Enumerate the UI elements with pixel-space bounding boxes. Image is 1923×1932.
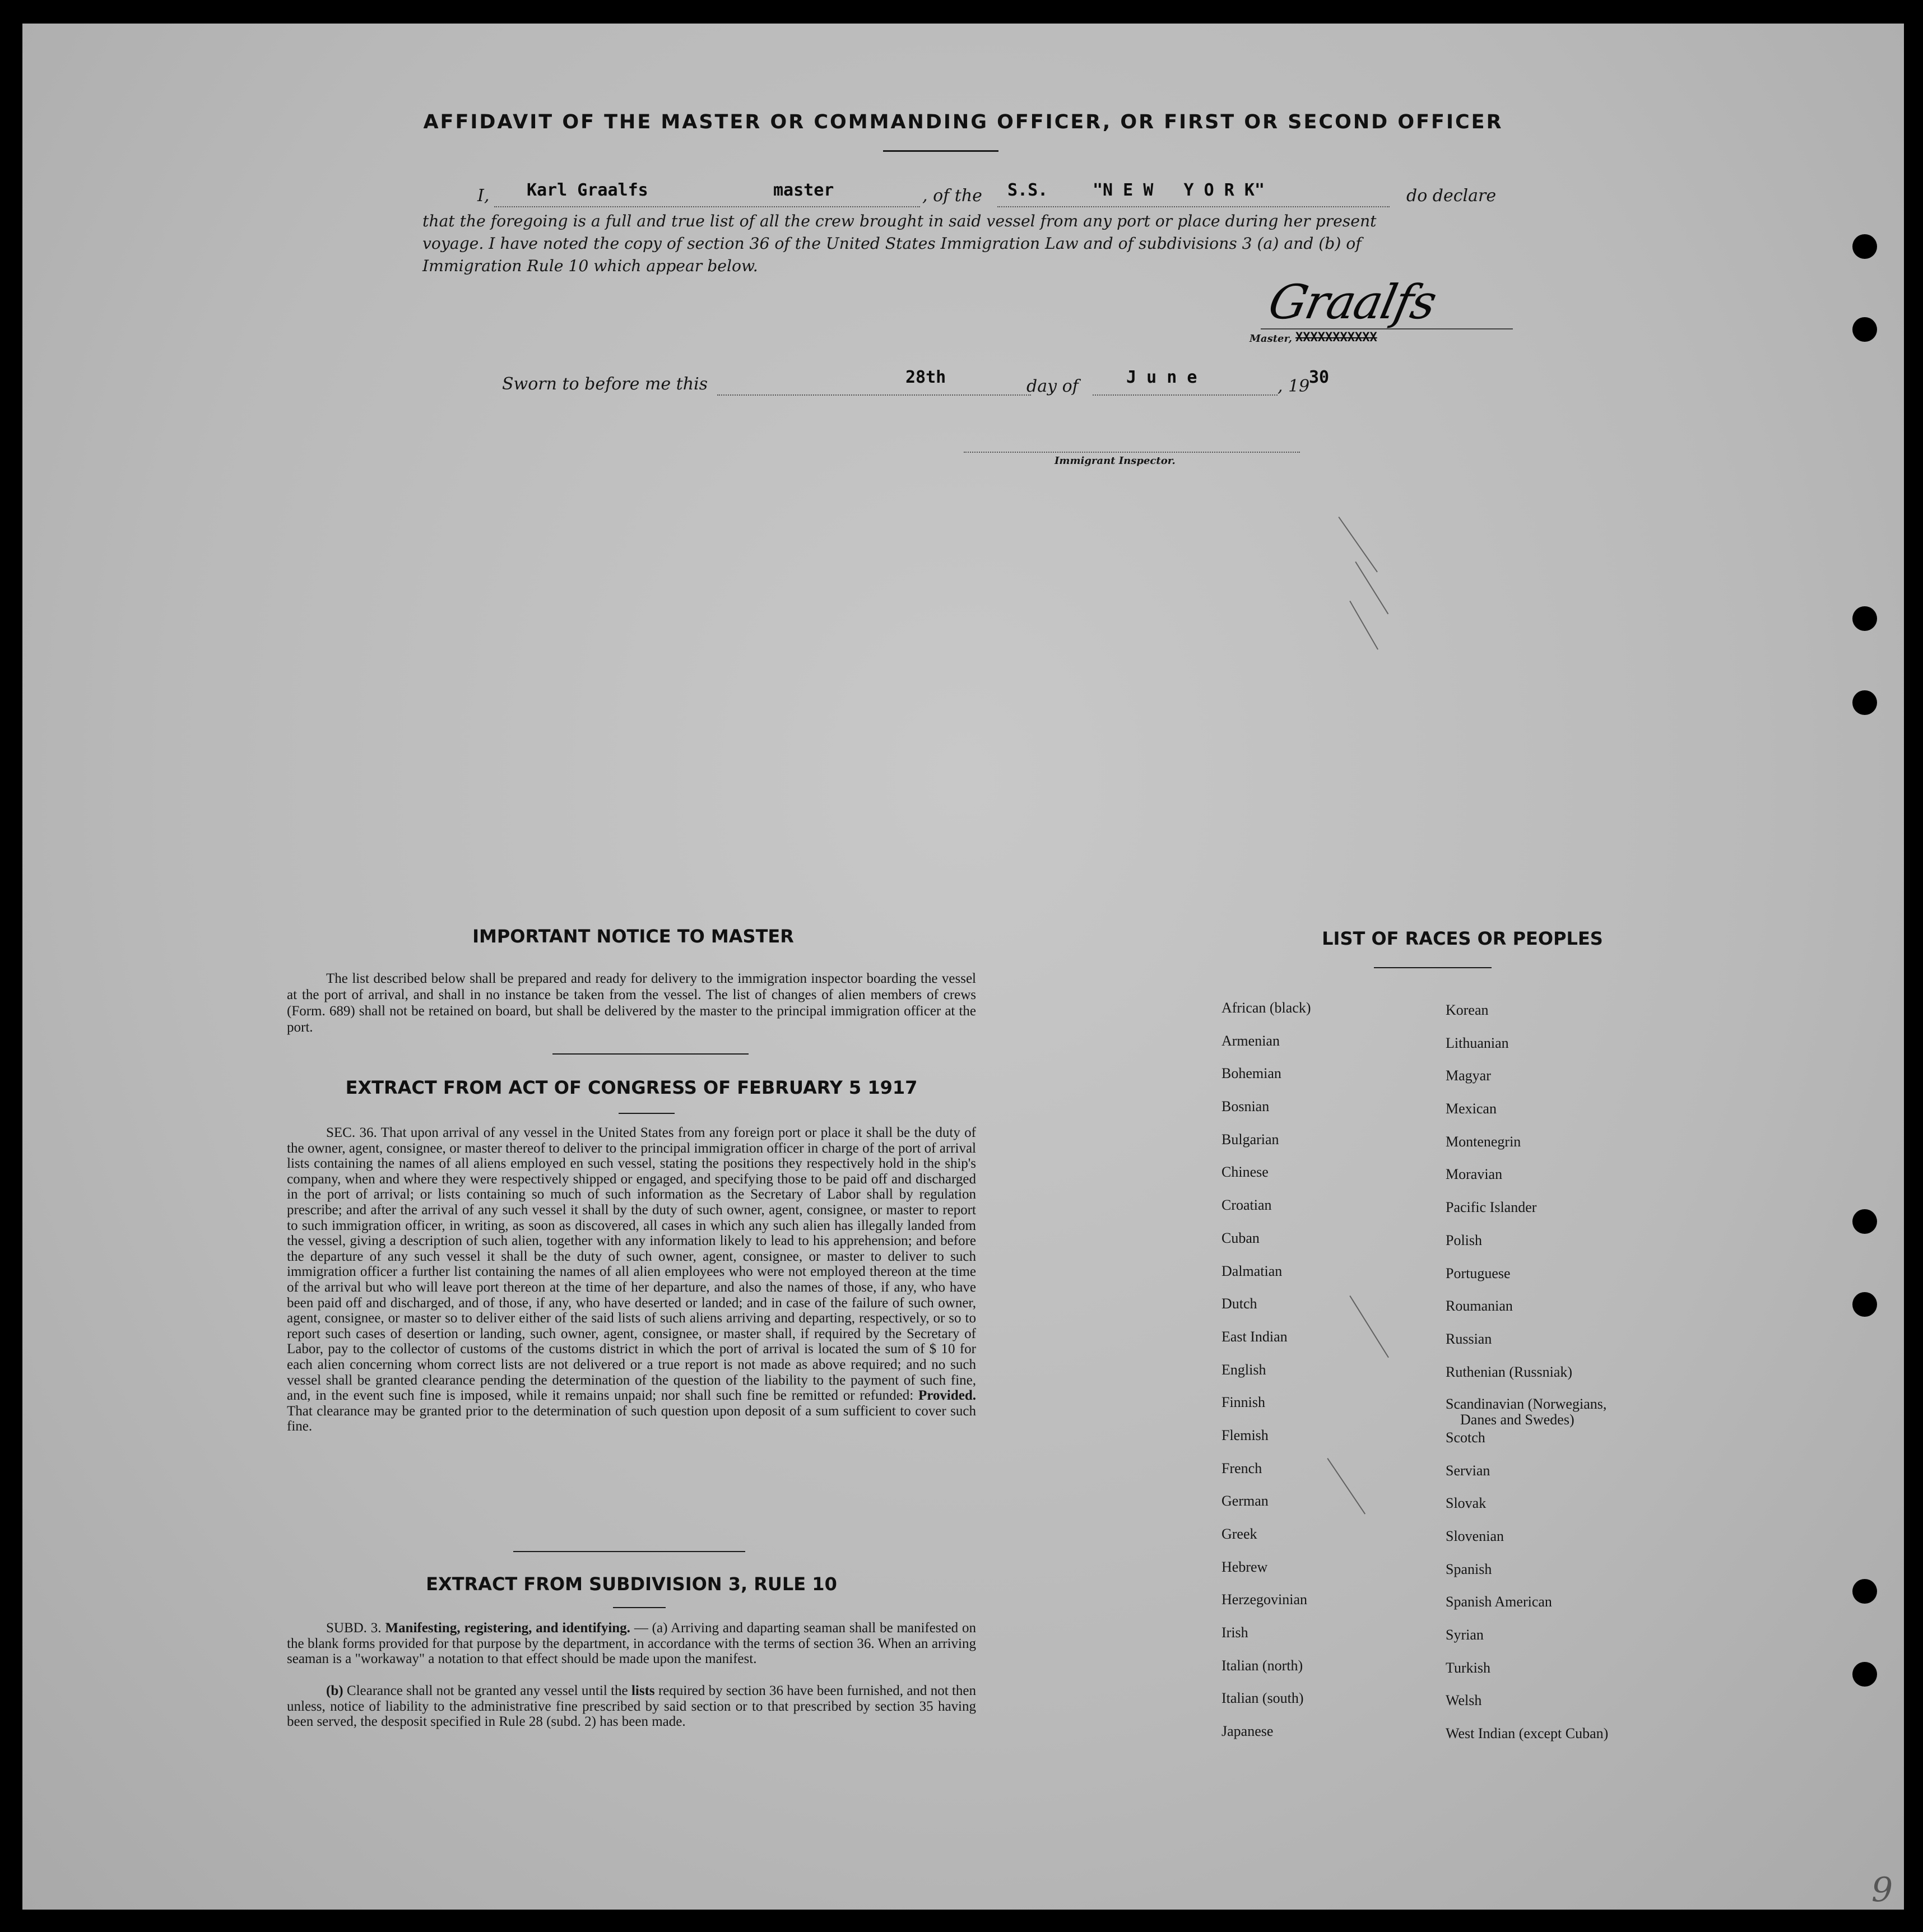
race-item: Montenegrin — [1446, 1133, 1521, 1150]
race-item: French — [1221, 1460, 1262, 1476]
master-label: Master, — [1250, 333, 1292, 345]
subd-title: Manifesting, registering, and identifying. — [385, 1620, 630, 1636]
race-item: East Indian — [1221, 1328, 1288, 1345]
race-item: Spanish American — [1446, 1594, 1552, 1610]
race-item: Japanese — [1221, 1723, 1274, 1740]
race-item: West Indian (except Cuban) — [1446, 1725, 1609, 1742]
struck-out-title: XXXXXXXXXXX — [1295, 331, 1377, 345]
race-item: Turkish — [1446, 1659, 1490, 1676]
pencil-streak — [1338, 517, 1377, 572]
punch-hole — [1852, 1662, 1877, 1687]
subd-b-text-1: Clearance shall not be granted any vessel until the — [346, 1683, 628, 1698]
punch-hole — [1852, 606, 1877, 631]
race-item: Magyar — [1446, 1067, 1491, 1084]
pencil-streak — [1349, 601, 1378, 650]
affidavit-i-label: I, — [477, 186, 490, 206]
race-item: Syrian — [1446, 1627, 1484, 1643]
race-item: Bosnian — [1221, 1098, 1270, 1115]
act-text-body: SEC. 36. That upon arrival of any vessel in the United States from any foreign port or place it shall be the duty of the owner, agent, consignee, or master thereof to deliver to the principal immigration officer in charge of the port of arrival lists containing the names of all aliens employed en such vessel, stating the positions they respectively hold in the ship's company, when and where they were respectively shipped or engaged, and specifying those to be paid off and discharged in the port of arrival; or lists containing so much of such information as the Secretary of Labor shall by regulation prescribe; and after the arrival of any such vessel it shall by the duty of such owner, agent, consignee, or master to report to such immigration officer, in writing, as soon as discovered, all cases in which any such alien has illegally landed from the vessel, giving a description of such alien, together with any information likely to lead to his apprehension; and before the departure of any such vessel it shall be the duty of such owner, agent, consignee, or master to deliver to such immigration officer a further list containing the names of all alien employees who were not employed thereon at the time of the arrival but who will leave port thereon at the time of her departure, and also the names of those, if any, who have been paid off and discharged, and of those, if any, who have deserted or landed; and in case of the failure of such owner, agent, consignee, or master so to deliver either of the said lists of such aliens arriving and departing, respectively, or so to report such cases of desertion or landing, such owner, agent, consignee, or master shall, if required by the Secretary of Labor, pay to the collector of customs of the customs district in which the port of arrival is located the sum of $ 10 for each alien concerning whom correct lists are not delivered or a true report is not made as above required; and no such vessel shall be granted clearance pending the determination of the question of the liability to the payment of such fine, and, in the event such fine is imposed, while it remains unpaid; nor shall such fine be remitted or refunded: — [287, 1125, 976, 1404]
affidavit-line-2: that the foregoing is a full and true list of all the crew brought in said vessel from any port or place during her present — [422, 212, 1377, 230]
sworn-label: Sworn to before me this — [502, 374, 708, 394]
punch-hole — [1852, 1209, 1877, 1234]
notice-heading: IMPORTANT NOTICE TO MASTER — [472, 926, 794, 947]
rule10-heading-rule — [613, 1607, 666, 1608]
heading-rule — [883, 150, 998, 152]
race-item: Roumanian — [1446, 1298, 1513, 1315]
race-item: Ruthenian (Russniak) — [1446, 1363, 1573, 1380]
rule10-b-text — [287, 1683, 976, 1730]
punch-hole — [1852, 317, 1877, 342]
pencil-streak — [1349, 1295, 1389, 1358]
race-item: Bohemian — [1221, 1065, 1281, 1082]
race-item: Chinese — [1221, 1164, 1269, 1181]
master-rank: master — [773, 180, 834, 200]
race-item: German — [1221, 1493, 1269, 1510]
race-item: Scotch — [1446, 1429, 1485, 1446]
races-heading-rule — [1374, 967, 1492, 968]
race-item: Croatian — [1221, 1197, 1272, 1214]
race-item: African (black) — [1221, 1000, 1311, 1016]
day-blank — [717, 394, 1031, 396]
affidavit-heading: AFFIDAVIT OF THE MASTER OR COMMANDING OFFICER, OR FIRST OR SECOND OFFICER — [423, 111, 1503, 133]
act-heading: EXTRACT FROM ACT OF CONGRESS OF FEBRUARY 5 1917 — [345, 1077, 918, 1098]
day-of-label: day of — [1026, 377, 1079, 396]
vessel-prefix: S.S. — [1007, 180, 1048, 200]
races-right-column — [1446, 1002, 1608, 1758]
subd-b-bold: lists — [631, 1683, 655, 1698]
race-item — [1446, 1396, 1608, 1429]
corner-pencil-mark: 9 — [1871, 1870, 1893, 1910]
race-item: Italian (south) — [1221, 1690, 1304, 1707]
race-item: Lithuanian — [1446, 1034, 1509, 1051]
sworn-day: 28th — [905, 368, 946, 387]
race-item: Korean — [1446, 1002, 1489, 1018]
pencil-streak — [1327, 1458, 1365, 1515]
race-item: Flemish — [1221, 1427, 1269, 1443]
act-heading-rule — [619, 1113, 675, 1114]
race-item: Dutch — [1221, 1295, 1257, 1312]
race-item-line: Scandinavian (Norwegians, — [1446, 1396, 1607, 1413]
race-item: Cuban — [1221, 1229, 1260, 1246]
race-item: Moravian — [1446, 1166, 1503, 1183]
punch-hole — [1852, 1292, 1877, 1317]
punch-hole — [1852, 234, 1877, 259]
month-blank — [1093, 394, 1278, 396]
subd-b-text-2: required by section 36 have been furnished, and not then unless, notice of liability to the administrative fine prescribed by said section or to that prescribed by section 35 having been served, the desposit specified in Rule 28 (subd. 2) has been made. — [287, 1683, 977, 1730]
races-heading: LIST OF RACES OR PEOPLES — [1322, 928, 1603, 949]
master-signature: Graalfs — [1264, 275, 1441, 329]
punch-hole — [1852, 690, 1877, 715]
race-item: Servian — [1446, 1462, 1490, 1479]
vessel-name: "N E W Y O R K" — [1093, 180, 1265, 200]
act-text — [287, 1125, 976, 1434]
notice-rule — [552, 1053, 749, 1055]
race-item-continuation: Danes and Swedes) — [1460, 1411, 1574, 1428]
master-name: Karl Graalfs — [527, 180, 648, 200]
sworn-year: 30 — [1309, 368, 1330, 387]
inspector-label: Immigrant Inspector. — [1055, 455, 1176, 467]
act-provided: Provided. — [918, 1388, 976, 1404]
pencil-streak — [1355, 561, 1388, 614]
race-item: Hebrew — [1221, 1558, 1268, 1575]
affidavit-line-3: voyage. I have noted the copy of section 36 of the United States Immigration Law and of subdivisions 3 (a) and (b) of — [422, 234, 1362, 253]
race-item: Dalmatian — [1221, 1262, 1283, 1279]
do-declare-label: do declare — [1406, 186, 1497, 206]
rule10-heading: EXTRACT FROM SUBDIVISION 3, RULE 10 — [426, 1573, 837, 1595]
race-item: Armenian — [1221, 1032, 1280, 1049]
race-item: Bulgarian — [1221, 1131, 1279, 1148]
race-item: Welsh — [1446, 1692, 1482, 1709]
inspector-line — [964, 452, 1300, 453]
punch-hole — [1852, 1579, 1877, 1604]
race-item: Slovak — [1446, 1495, 1487, 1512]
subd-label: SUBD. 3. — [326, 1620, 382, 1636]
sworn-month: J u n e — [1126, 368, 1197, 387]
race-item: Slovenian — [1446, 1528, 1504, 1544]
signature-line — [1261, 328, 1513, 329]
race-item: Russian — [1446, 1330, 1492, 1347]
notice-text: The list described below shall be prepared and ready for delivery to the immigration inspector boarding the vessel at the port of arrival, and shall in no instance be taken from the vessel. The list of changes of alien members of crews (Form. 689) shall not be retained on board, but shall be delivered by the master to the principal immigration officer at the port. — [287, 971, 976, 1035]
race-item: Finnish — [1221, 1394, 1266, 1411]
vessel-blank — [997, 206, 1390, 207]
act-end-rule — [513, 1551, 745, 1552]
race-item: Mexican — [1446, 1100, 1497, 1117]
races-left-column — [1221, 1000, 1311, 1756]
race-item: Irish — [1221, 1624, 1248, 1641]
race-item: Spanish — [1446, 1561, 1492, 1577]
name-blank — [494, 206, 920, 207]
affidavit-line-4: Immigration Rule 10 which appear below. — [422, 257, 758, 275]
race-item: Greek — [1221, 1526, 1257, 1542]
act-text-end: That clearance may be granted prior to the determination of such question upon deposit of a sum sufficient to cover such fine. — [287, 1403, 976, 1434]
race-item: Polish — [1446, 1232, 1483, 1248]
race-item: Pacific Islander — [1446, 1199, 1537, 1216]
subd-b-label: (b) — [326, 1683, 343, 1698]
race-item: Portuguese — [1446, 1265, 1511, 1281]
rule10-a-text — [287, 1620, 976, 1667]
race-item: Italian (north) — [1221, 1657, 1303, 1674]
year-prefix: , 19 — [1278, 377, 1310, 396]
race-item: Herzegovinian — [1221, 1591, 1308, 1608]
of-the-label: , of the — [922, 186, 982, 206]
subd-a-text: — (a) Arriving and daparting seaman shall be manifested on the blank forms provided for that purpose by the department, in accordance with the terms of section 36. When an arriving seaman is a "workaway" a notation to that effect should be made upon the manifest. — [287, 1620, 977, 1667]
race-item: English — [1221, 1361, 1266, 1378]
document-page — [22, 24, 1904, 1910]
